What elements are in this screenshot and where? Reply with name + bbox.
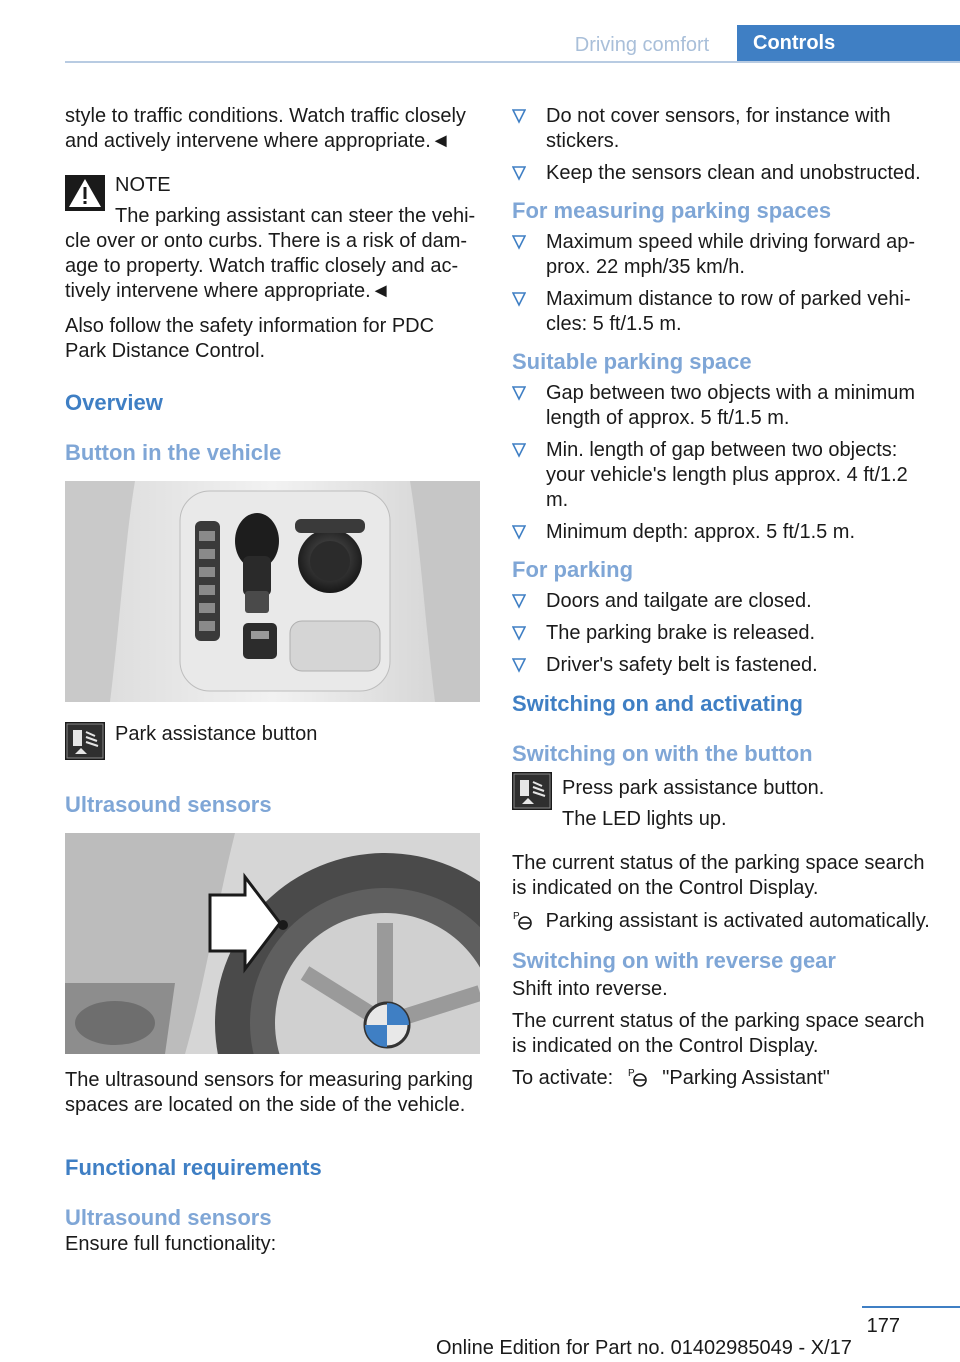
- activate-prefix: To activate:: [512, 1067, 614, 1089]
- park-button-caption: Park assistance button: [115, 723, 318, 745]
- list-item: [512, 520, 932, 545]
- suitable-space-list: [512, 381, 932, 545]
- heading-switching-reverse: Switching on with reverse gear: [512, 948, 836, 973]
- activate-target: "Parking Assistant": [662, 1067, 830, 1089]
- list-item: [512, 621, 932, 646]
- ensure-paragraph: Ensure full functionality:: [65, 1233, 277, 1255]
- sensors-figure: [65, 833, 480, 1054]
- status-paragraph: The current status of the parking space search is indicated on the Control Display.: [512, 852, 925, 899]
- bullet-triangle-icon: [512, 625, 526, 641]
- list-item: [512, 230, 932, 280]
- list-item: [512, 653, 932, 678]
- heading-button-in-vehicle: Button in the vehicle: [65, 440, 282, 465]
- page-header: [0, 0, 960, 64]
- heading-functional-requirements: Functional requirements: [65, 1155, 322, 1180]
- list-item: [512, 104, 932, 154]
- warning-note: [65, 173, 480, 229]
- list-item-text: Maximum speed while driving forward approx. 22 mph/35 km/h.: [546, 231, 916, 278]
- park-button-caption-row: [65, 722, 480, 762]
- park-assist-button-icon: [512, 772, 552, 810]
- list-item: [512, 589, 932, 614]
- parking-assistant-symbol-icon: [627, 1066, 649, 1088]
- heading-for-parking: For parking: [512, 557, 634, 582]
- led-text: The LED lights up.: [562, 808, 727, 830]
- heading-ultrasound-sensors: Ultrasound sensors: [65, 792, 272, 817]
- auto-activation-text: Parking assistant is activated automatically.: [545, 910, 930, 932]
- bullet-triangle-icon: [512, 657, 526, 673]
- left-column: [65, 104, 480, 1257]
- svg-text:P: P: [513, 911, 520, 922]
- follow-paragraph: Also follow the safety information for PDC Park Distance Control.: [65, 315, 435, 362]
- note-text-first: The parking assistant can steer the vehi-: [115, 205, 476, 227]
- list-item: [512, 161, 932, 186]
- list-item-text: Minimum depth: approx. 5 ft/1.5 m.: [546, 521, 856, 543]
- center-console-illustration: [65, 481, 480, 702]
- list-item: [512, 287, 932, 337]
- svg-text:P: P: [627, 1068, 635, 1079]
- heading-measuring-spaces: For measuring parking spaces: [512, 198, 832, 223]
- bullet-triangle-icon: [512, 108, 526, 124]
- note-label: NOTE: [115, 174, 171, 196]
- list-item-text: Doors and tailgate are closed.: [546, 590, 812, 612]
- footer-divider: [862, 1306, 960, 1308]
- note-text: cle over or onto curbs. There is a risk of damage to property. Watch traffic closely and actively intervene where appropriate.◄: [65, 230, 468, 302]
- console-figure: [65, 481, 480, 702]
- bullet-triangle-icon: [512, 524, 526, 540]
- bullet-triangle-icon: [512, 165, 526, 181]
- bullet-triangle-icon: [512, 385, 526, 401]
- heading-overview: Overview: [65, 390, 163, 415]
- measuring-requirements-list: [512, 230, 932, 337]
- heading-switching-with-button: Switching on with the button: [512, 741, 813, 766]
- header-chapter-tab: Controls: [737, 25, 960, 62]
- bullet-triangle-icon: [512, 234, 526, 250]
- warning-triangle-icon: [65, 175, 105, 211]
- header-section-title: Driving comfort: [574, 34, 710, 56]
- activate-line: [512, 1066, 932, 1091]
- intro-paragraph: style to traffic conditions. Watch traffic closely and actively intervene where appropriate.◄: [65, 105, 466, 152]
- sensors-caption: The ultrasound sensors for measuring parking spaces are located on the side of the vehicle.: [65, 1069, 473, 1116]
- right-column: [512, 104, 932, 1091]
- shift-paragraph: Shift into reverse.: [512, 978, 668, 1000]
- parking-requirements-list: [512, 589, 932, 678]
- list-item-text: Driver's safety belt is fastened.: [546, 654, 818, 676]
- header-divider: [65, 61, 960, 63]
- list-item-text: Maximum distance to row of parked vehicles: 5 ft/1.5 m.: [546, 288, 911, 335]
- heading-suitable-space: Suitable parking space: [512, 349, 752, 374]
- press-button-text: Press park assistance button.: [562, 777, 825, 799]
- list-item-text: The parking brake is released.: [546, 622, 816, 644]
- list-item: [512, 381, 932, 431]
- bullet-triangle-icon: [512, 291, 526, 307]
- heading-switching-on: Switching on and activating: [512, 691, 803, 716]
- list-item-text: Min. length of gap between two objects: your vehicle's length plus approx. 4 ft/1.2 m.: [546, 439, 908, 511]
- sensor-requirements-list: [512, 104, 932, 186]
- list-item-text: Do not cover sensors, for instance with stickers.: [546, 105, 891, 152]
- vehicle-side-illustration: [65, 833, 480, 1054]
- press-button-row: [512, 776, 932, 832]
- status-paragraph-2: The current status of the parking space search is indicated on the Control Display.: [512, 1010, 925, 1057]
- auto-activation-line: [512, 909, 932, 934]
- heading-ultrasound-sensors-2: Ultrasound sensors: [65, 1205, 272, 1230]
- park-assist-button-icon: [65, 722, 105, 760]
- list-item-text: Keep the sensors clean and unobstructed.: [546, 162, 921, 184]
- list-item: [512, 438, 932, 513]
- edition-text: Online Edition for Part no. 01402985049 - X/17: [436, 1337, 852, 1359]
- bullet-triangle-icon: [512, 442, 526, 458]
- bullet-triangle-icon: [512, 593, 526, 609]
- list-item-text: Gap between two objects with a minimum length of approx. 5 ft/1.5 m.: [546, 382, 916, 429]
- parking-assistant-symbol-icon: [512, 909, 534, 931]
- page-number: 177: [866, 1315, 900, 1337]
